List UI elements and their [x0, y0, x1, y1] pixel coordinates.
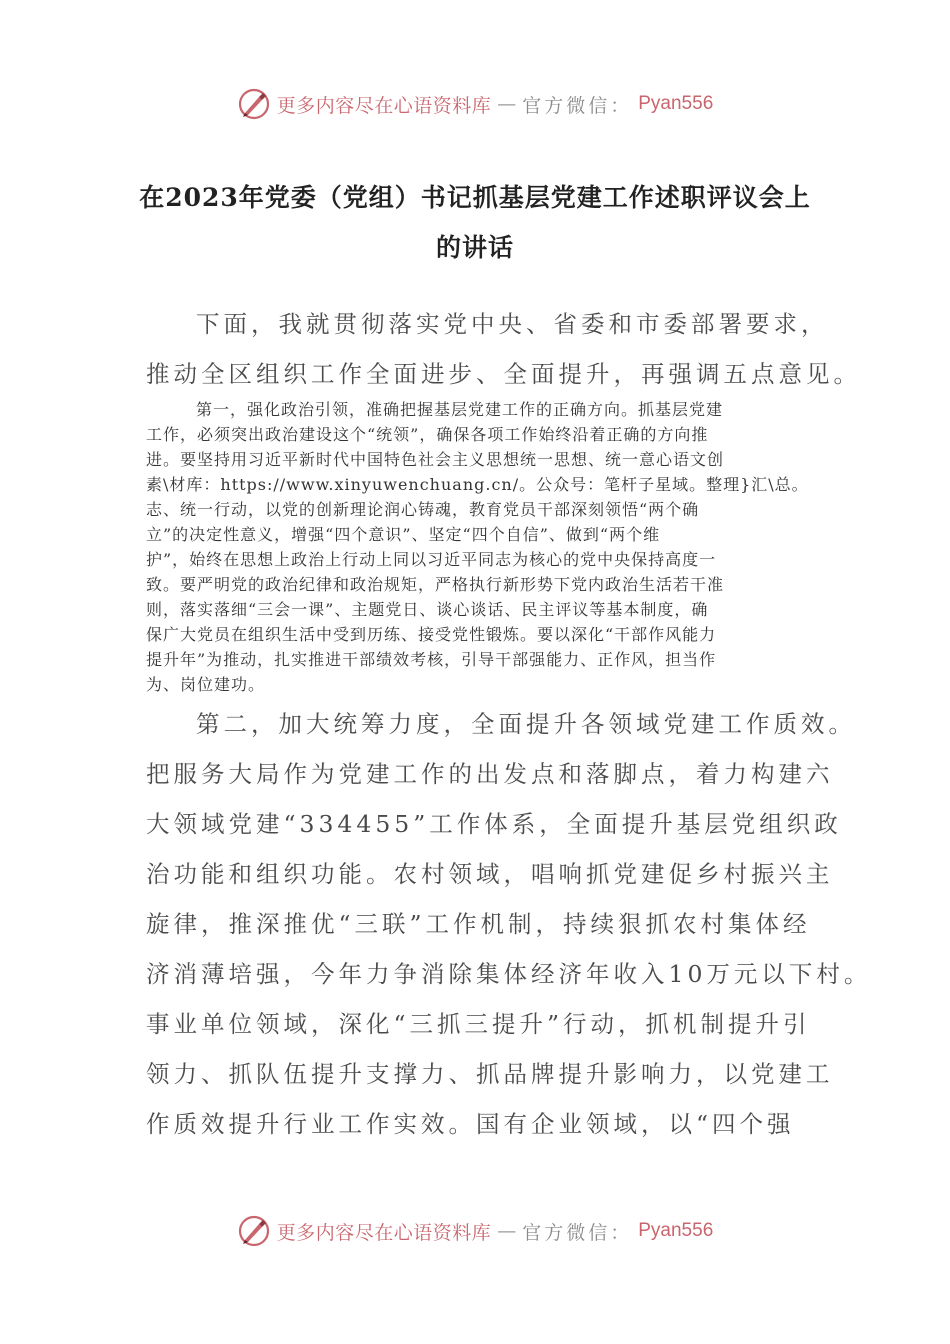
section2-line: 济消薄培强，今年力争消除集体经济年收入10万元以下村。 — [146, 960, 872, 988]
section1-line: 保广大党员在组织生活中受到历练、接受党性锻炼。要以深化“干部作风能力 — [146, 625, 717, 644]
banner-dash: — — [497, 1220, 517, 1242]
section1-line: 立”的决定性意义，增强“四个意识”、坚定“四个自信”、做到“两个维 — [146, 525, 661, 544]
section1-line: 为、岗位建功。 — [146, 675, 266, 694]
section1-line: 致。要严明党的政治纪律和政治规矩，严格执行新形势下党内政治生活若干准 — [146, 575, 725, 594]
pen-logo-icon — [237, 1214, 271, 1248]
banner-wechat-label: 官方微信： — [522, 1221, 633, 1244]
intro-line: 推动全区组织工作全面进步、全面提升，再强调五点意见。 — [146, 360, 861, 388]
section2-line: 治功能和组织功能。农村领域，唱响抓党建促乡村振兴主 — [146, 860, 834, 888]
section1-line: 志、统一行动，以党的创新理论润心铸魂，教育党员干部深刻领悟“两个确 — [146, 500, 700, 519]
section1-line: 第一，强化政治引领，准确把握基层党建工作的正确方向。抓基层党建 — [196, 400, 724, 419]
banner-wechat-id: Pyan556 — [638, 1220, 714, 1241]
section1-line: 工作，必须突出政治建设这个“统领”，确保各项工作始终沿着正确的方向推 — [146, 425, 709, 444]
banner-slogan: 更多内容尽在心语资料库 — [276, 1221, 492, 1244]
section1-line: 进。要坚持用习近平新时代中国特色社会主义思想统一思想、统一意心语文创 — [146, 450, 725, 469]
section2-line: 把服务大局作为党建工作的出发点和落脚点，着力构建六 — [146, 760, 834, 788]
section2-line: 事业单位领域，深化“三抓三提升”行动，抓机制提升引 — [146, 1010, 811, 1038]
section2-line: 大领域党建“334455”工作体系，全面提升基层党组织政 — [146, 810, 842, 838]
section2-line: 旋律，推深推优“三联”工作机制，持续狠抓农村集体经 — [146, 910, 811, 938]
banner-wechat-id: Pyan556 — [638, 93, 714, 114]
banner-slogan: 更多内容尽在心语资料库 — [276, 94, 492, 117]
section1-line: 素\材库：https://www.xinyuwenchuang.cn/。公众号：笔杆子星域。整理}汇\总。 — [146, 475, 809, 494]
section2-line: 第二，加大统筹力度，全面提升各领域党建工作质效。 — [196, 710, 856, 738]
banner-wechat-label: 官方微信： — [522, 94, 633, 117]
section1-line: 护”，始终在思想上政治上行动上同以习近平同志为核心的党中央保持高度一 — [146, 550, 717, 569]
pen-logo-icon — [237, 87, 271, 121]
banner-dash: — — [497, 93, 517, 115]
section2-line: 作质效提升行业工作实效。国有企业领域，以“四个强 — [146, 1110, 795, 1138]
document-title-line-2: 的讲话 — [435, 233, 514, 262]
section1-line: 提升年”为推动，扎实推进干部绩效考核，引导干部强能力、正作风，担当作 — [146, 650, 717, 669]
intro-line: 下面，我就贯彻落实党中央、省委和市委部署要求， — [196, 310, 829, 338]
section2-line: 领力、抓队伍提升支撑力、抓品牌提升影响力，以党建工 — [146, 1060, 834, 1088]
footer-banner — [0, 1211, 950, 1251]
document-title-line-1: 在2023年党委（党组）书记抓基层党建工作述职评议会上 — [139, 183, 811, 212]
header-banner — [0, 84, 950, 124]
section1-line: 则，落实落细“三会一课”、主题党日、谈心谈话、民主评议等基本制度，确 — [146, 600, 709, 619]
